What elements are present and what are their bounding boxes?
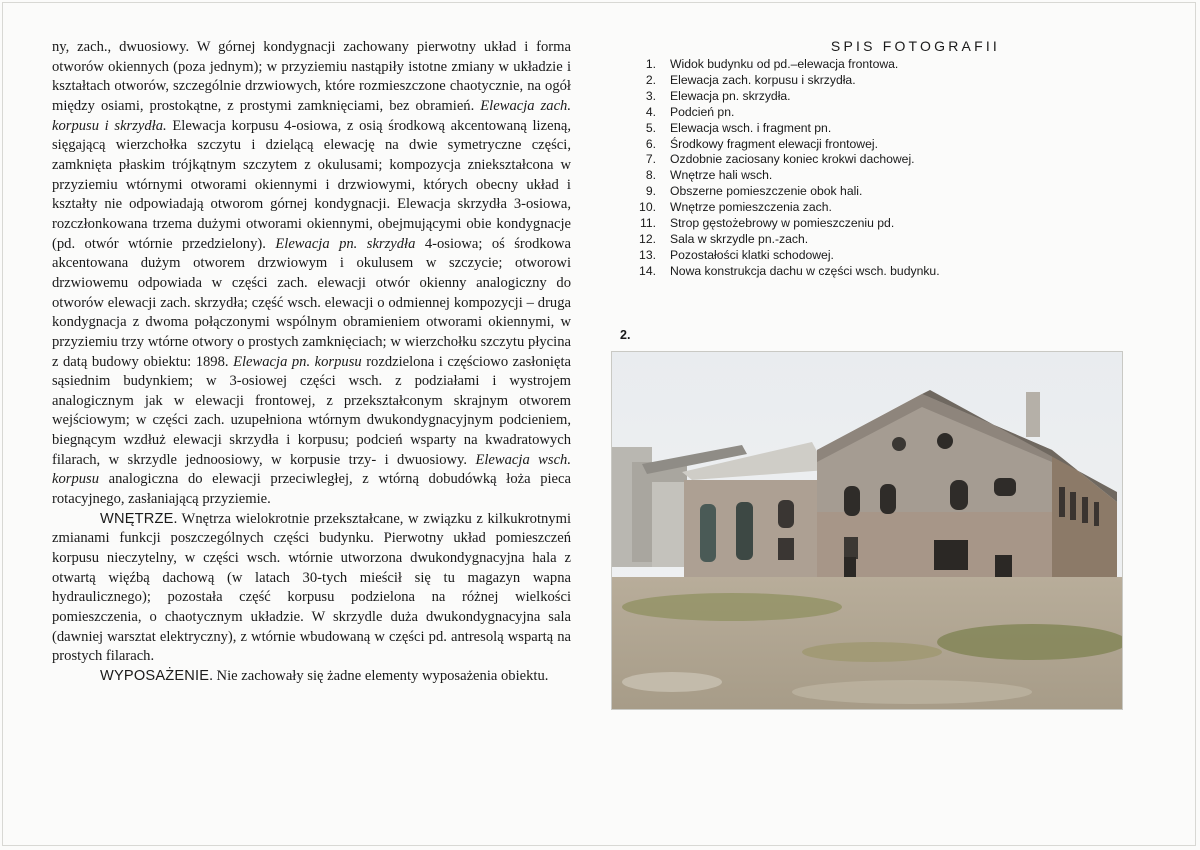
photo-list-label: Pozostałości klatki schodowej.	[670, 247, 834, 262]
photo-list-label: Środkowy fragment elewacji frontowej.	[670, 136, 878, 151]
italic-heading: Elewacja wsch. korpusu	[52, 451, 571, 488]
photo-list-label: Ozdobnie zaciosany koniec krokwi dachowej.	[670, 152, 915, 167]
section-heading-interior: WNĘTRZE	[100, 510, 174, 527]
photo-list-item	[626, 248, 1046, 264]
photo-list-number: 1.	[645, 57, 656, 71]
photo-list-item	[626, 216, 1046, 232]
photo-list	[626, 57, 1046, 280]
text-run: . Nie zachowały się żadne elementy wyposażenia obiektu.	[209, 668, 549, 684]
photo-list-number: 8.	[645, 168, 656, 183]
section-heading-equipment: WYPOSAŻENIE	[100, 668, 210, 684]
photo-list-label: Wnętrze hali wsch.	[670, 168, 773, 183]
building-photo	[612, 352, 1122, 709]
photo-list-label: Elewacja zach. korpusu i skrzydła.	[670, 72, 856, 87]
photo-list-number: 6.	[645, 136, 656, 151]
text-run: rozdzielona i częściowo zasłonięta sąsiednim budynkiem; w 3-osiowej części wsch. z podziałami i wystrojem analogicznym jak w elewacji frontowej, z przekształconym skrajnym otworem wejściowym; w części zach. uzupełniona wtórnym dwukondygnacyjnym podcieniem, biegnącym wzdłuż elewacji skrzydła i korpusu; podcień wsparty na kwadratowych filarach, w skrzydle jednoosiowy, w korpusie trzy- i dwuosiowy.	[52, 353, 571, 468]
photo-list-number: 4.	[645, 104, 656, 119]
photo-list-label: Elewacja wsch. i fragment pn.	[670, 120, 832, 135]
italic-heading: Elewacja zach. korpusu i skrzydła.	[52, 97, 571, 134]
photo-list-number: 10.	[639, 200, 656, 215]
photo-list-label: Podcień pn.	[670, 104, 735, 119]
photo-list-item	[626, 105, 1046, 121]
text-run: . Wnętrza wielokrotnie przekształcane, w związku z kilkukrotnymi zmianami funkcji poszczególnych części budynku. Pierwotny układ pomieszczeń korpusu nieczytelny, w części wsch. wtórnie utworzona dwukondygnacyjna hala z otwartą więźbą dachową (w latach 30-tych mieścił się tu magazyn wapna hydraulicznego); pozostała część korpusu podzielona na różnej wielkości pomieszczenia, o chaotycznym układzie. W skrzydle duża dwukondygnacyjna sala (dawniej warsztat elektryczny), z wtórnie wbudowaną w części pd. antresolą wspartą na prostych filarach.	[52, 510, 571, 665]
photo-list-number: 3.	[645, 88, 656, 103]
photo-list-label: Elewacja pn. skrzydła.	[670, 88, 791, 103]
photo-list-label: Strop gęstożebrowy w pomieszczeniu pd.	[670, 216, 895, 231]
photo-list-item	[626, 232, 1046, 248]
photo-list-item	[626, 152, 1046, 168]
photo-list-label: Nowa konstrukcja dachu w części wsch. budynku.	[670, 263, 940, 278]
photo-list-label: Obszerne pomieszczenie obok hali.	[670, 184, 863, 199]
text-run: Elewacja korpusu 4-osiowa, z osią środkową akcentowaną lizeną, sięgającą wierzchołka szczytu i dzielącą elewację na dwie symetryczne części, zamknięta płaskim trójkątnym szczytem z okulusami; kompozycja zniekształcona w przyziemiu wtórnymi otworami okiennymi i drzwiowymi, których obecny układ i kształty nie odpowiadają otworom górnej kondygnacji. Elewacja skrzydła 3-osiowa, rozczłonkowana trzema dużymi otworami okiennymi, obejmującymi obie kondygnacje (pd. otwór wtórnie przedzielony).	[52, 117, 571, 252]
photo-list-item	[626, 137, 1046, 153]
photo-list-label: Wnętrze pomieszczenia zach.	[670, 200, 832, 215]
photo-list-item	[626, 73, 1046, 89]
photo-list-number: 11.	[639, 216, 656, 231]
text-run: analogiczna do elewacji przeciwległej, z wtórną dobudówką łoża pieca rotacyjnego, zasłaniającą przyziemie.	[52, 471, 571, 508]
italic-heading: Elewacja pn. korpusu	[233, 353, 362, 370]
photo-list-item	[626, 168, 1046, 184]
photo-list-item	[626, 184, 1046, 200]
paragraph-interior	[52, 510, 571, 667]
photo-list-item	[626, 200, 1046, 216]
photo-list-label: Sala w skrzydle pn.-zach.	[670, 231, 809, 246]
photo-list-item	[626, 57, 1046, 73]
text-run: ny, zach., dwuosiowy. W górnej kondygnacji zachowany pierwotny układ i forma otworów okiennych (poza jednym); w przyziemiu nastąpiły istotne zmiany w układzie i kształtach otworów, szczególnie drzwiowych, które rozmieszczone chaotycznie, na ogół między osiami, prostokątne, z prostymi zamknięciami, bez obramień.	[52, 39, 571, 114]
paragraph-equipment	[52, 667, 571, 687]
photo-list-label: Widok budynku od pd.–elewacja frontowa.	[670, 57, 899, 71]
figure-label: 2.	[620, 328, 631, 342]
photo-list-number: 14.	[639, 263, 656, 278]
body-text-column	[52, 38, 571, 687]
paragraph-facades	[52, 38, 571, 510]
photo-list-item	[626, 89, 1046, 105]
photo-list-number: 2.	[645, 72, 656, 87]
photo-list-number: 9.	[645, 184, 656, 199]
photo-list-number: 5.	[645, 120, 656, 135]
photo-list-number: 7.	[645, 152, 656, 167]
text-run: 4-osiowa; oś środkowa akcentowana dużym otworem drzwiowym i okulusem w szczycie; otworowi drzwiowemu odpowiada w części zach. elewacji otwór okienny analogiczny do otworów elewacji zach. skrzydła; część wsch. elewacji o odmiennej kompozycji – druga kondygnacja z dwoma połączonymi wspólnym obramieniem otworami okiennymi, w przyziemiu trzy wtórne otwory o prostych zamknięciach; w wierzchołku szczytu płycina z datą budowy obiektu: 1898.	[52, 235, 571, 370]
photo-list-item	[626, 121, 1046, 137]
photo-list-number: 13.	[639, 247, 656, 262]
photo-list-title: SPIS FOTOGRAFII	[830, 38, 1000, 54]
photo-list-number: 12.	[639, 231, 656, 246]
photo-list-item	[626, 264, 1046, 280]
italic-heading: Elewacja pn. skrzydła	[275, 235, 416, 252]
